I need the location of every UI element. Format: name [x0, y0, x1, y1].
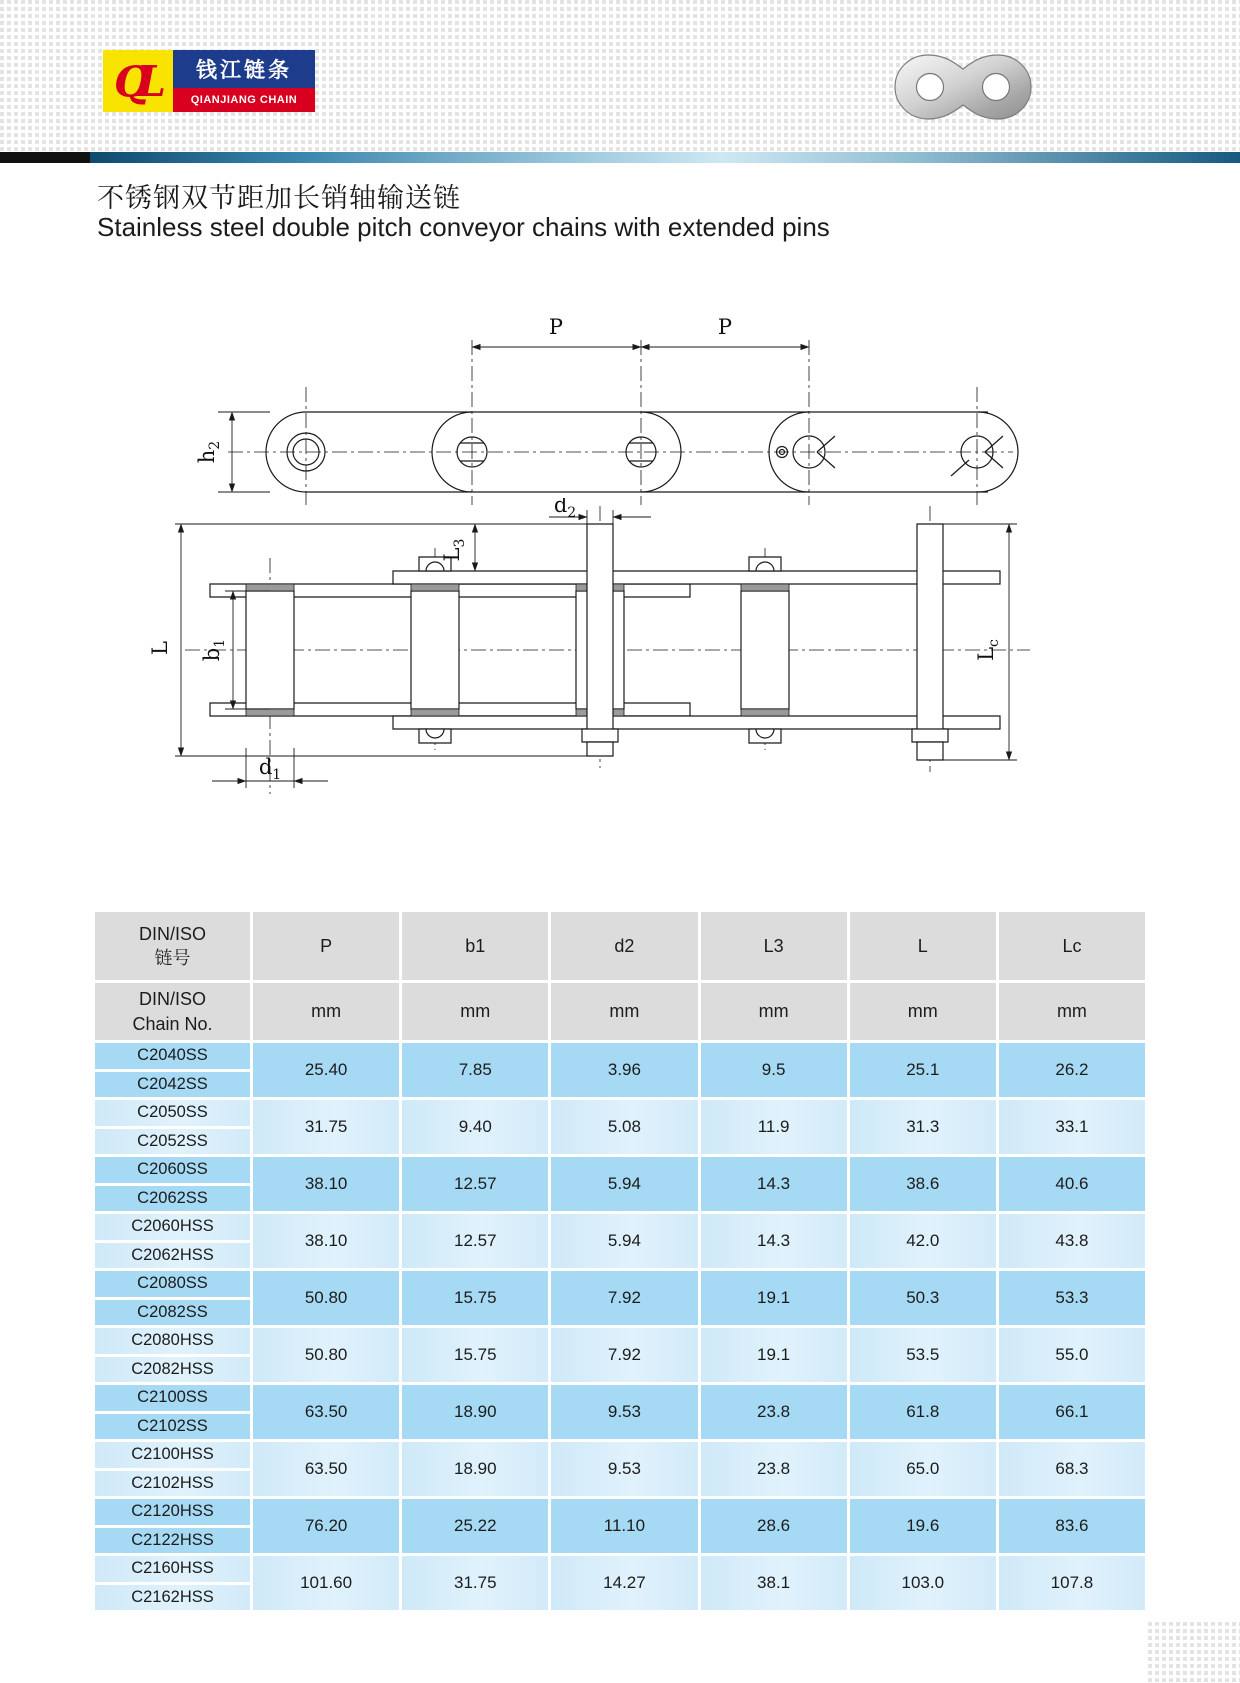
value-cell-b1: 18.90 [402, 1442, 548, 1496]
unit-cell: mm [402, 983, 548, 1040]
value-cell-b1: 15.75 [402, 1328, 548, 1382]
value-cell-L3: 28.6 [701, 1499, 847, 1553]
header-col-d2: d2 [551, 912, 697, 980]
value-cell-P: 38.10 [253, 1157, 399, 1211]
chain-no: C2040SS [95, 1043, 250, 1069]
separator-blue-gradient [90, 152, 1240, 163]
chain-no-cell [95, 1271, 250, 1325]
dim-label-pitch-1: P [548, 315, 564, 339]
dim-label-d1: $d_1$ [258, 755, 282, 783]
chain-link-plate-image [888, 48, 1038, 126]
value-cell-Lc: 68.3 [999, 1442, 1145, 1496]
value-cell-L3: 14.3 [701, 1214, 847, 1268]
value-cell-d2: 7.92 [551, 1271, 697, 1325]
table-row [95, 1043, 1145, 1097]
value-cell-L: 53.5 [850, 1328, 996, 1382]
value-cell-d2: 7.92 [551, 1328, 697, 1382]
chain-no: C2060HSS [95, 1214, 250, 1240]
chain-no: C2162HSS [95, 1585, 250, 1611]
value-cell-L: 25.1 [850, 1043, 996, 1097]
table-row [95, 1271, 1145, 1325]
chain-no: C2080HSS [95, 1328, 250, 1354]
header-chain-no-line2: 链号 [154, 948, 191, 968]
value-cell-L3: 23.8 [701, 1385, 847, 1439]
value-cell-P: 63.50 [253, 1442, 399, 1496]
dim-label-b1: $b_1$ [200, 638, 228, 662]
cotter-pin [777, 436, 1004, 476]
dim-label-h2: $h_2$ [195, 440, 223, 464]
header-col-L: L [850, 912, 996, 980]
value-cell-b1: 31.75 [402, 1556, 548, 1610]
value-cell-b1: 12.57 [402, 1157, 548, 1211]
chain-no: C2082SS [95, 1300, 250, 1326]
value-cell-b1: 15.75 [402, 1271, 548, 1325]
value-cell-L3: 38.1 [701, 1556, 847, 1610]
chain-no: C2082HSS [95, 1357, 250, 1383]
header-col-Lc: Lc [999, 912, 1145, 980]
header-col-b1: b1 [402, 912, 548, 980]
table-row [95, 1556, 1145, 1610]
value-cell-L: 42.0 [850, 1214, 996, 1268]
chain-no: C2120HSS [95, 1499, 250, 1525]
table-body [95, 1043, 1145, 1610]
value-cell-Lc: 33.1 [999, 1100, 1145, 1154]
unit-cell: mm [253, 983, 399, 1040]
value-cell-Lc: 53.3 [999, 1271, 1145, 1325]
page-title-cn: 不锈钢双节距加长销轴输送链 [97, 183, 461, 213]
value-cell-P: 63.50 [253, 1385, 399, 1439]
dim-label-Lc: $L_c$ [974, 639, 1002, 661]
header-chain-no [95, 912, 250, 980]
value-cell-P: 25.40 [253, 1043, 399, 1097]
header-col-L3: L3 [701, 912, 847, 980]
value-cell-Lc: 83.6 [999, 1499, 1145, 1553]
value-cell-Lc: 43.8 [999, 1214, 1145, 1268]
value-cell-L: 50.3 [850, 1271, 996, 1325]
chain-no-cell [95, 1214, 250, 1268]
table-row [95, 1328, 1145, 1382]
value-cell-P: 31.75 [253, 1100, 399, 1154]
chain-no: C2062HSS [95, 1243, 250, 1269]
value-cell-L3: 19.1 [701, 1271, 847, 1325]
chain-no-cell [95, 1556, 250, 1610]
value-cell-L: 31.3 [850, 1100, 996, 1154]
value-cell-L3: 11.9 [701, 1100, 847, 1154]
value-cell-d2: 5.94 [551, 1157, 697, 1211]
header-chain-no-en [95, 983, 250, 1040]
value-cell-L3: 19.1 [701, 1328, 847, 1382]
table-row [95, 1385, 1145, 1439]
bushing-pin [457, 437, 656, 467]
plan-view-diagram [145, 498, 1055, 798]
value-cell-Lc: 26.2 [999, 1043, 1145, 1097]
table-row [95, 1499, 1145, 1553]
company-logo [103, 50, 315, 112]
value-cell-P: 50.80 [253, 1271, 399, 1325]
value-cell-b1: 18.90 [402, 1385, 548, 1439]
value-cell-L: 103.0 [850, 1556, 996, 1610]
value-cell-L3: 23.8 [701, 1442, 847, 1496]
value-cell-L: 65.0 [850, 1442, 996, 1496]
header-chain-no-line1: DIN/ISO [138, 923, 206, 944]
value-cell-Lc: 55.0 [999, 1328, 1145, 1382]
table-row [95, 1100, 1145, 1154]
value-cell-d2: 3.96 [551, 1043, 697, 1097]
table-header-row-2 [95, 983, 1145, 1040]
chain-no-cell [95, 1157, 250, 1211]
chain-no: C2102HSS [95, 1471, 250, 1497]
chain-no: C2122HSS [95, 1528, 250, 1554]
logo-monogram-icon: QL [103, 50, 173, 112]
value-cell-P: 76.20 [253, 1499, 399, 1553]
chain-no-cell [95, 1442, 250, 1496]
header-chain-no-en-line1: DIN/ISO [138, 989, 206, 1010]
value-cell-d2: 5.08 [551, 1100, 697, 1154]
chain-no: C2042SS [95, 1072, 250, 1098]
unit-cell: mm [850, 983, 996, 1040]
dim-label-L: L [148, 641, 172, 655]
table-row [95, 1442, 1145, 1496]
page-title-en: Stainless steel double pitch conveyor chains with extended pins [97, 212, 830, 242]
chain-no-cell [95, 1328, 250, 1382]
value-cell-d2: 5.94 [551, 1214, 697, 1268]
logo-name-cn: 钱江链条 [173, 50, 315, 88]
table-header-row-1 [95, 912, 1145, 980]
dim-label-d2: $d_2$ [553, 498, 577, 521]
value-cell-Lc: 66.1 [999, 1385, 1145, 1439]
chain-no: C2050SS [95, 1100, 250, 1126]
value-cell-d2: 11.10 [551, 1499, 697, 1553]
chain-no: C2100SS [95, 1385, 250, 1411]
logo-name-en: QIANJIANG CHAIN [173, 88, 315, 112]
unit-cell: mm [999, 983, 1145, 1040]
separator-bar [0, 152, 1240, 163]
unit-cell: mm [551, 983, 697, 1040]
value-cell-P: 101.60 [253, 1556, 399, 1610]
value-cell-d2: 14.27 [551, 1556, 697, 1610]
header-col-P: P [253, 912, 399, 980]
dim-label-L3: $L_3$ [440, 538, 468, 562]
chain-no-cell [95, 1499, 250, 1553]
chain-no-cell [95, 1385, 250, 1439]
chain-no: C2102SS [95, 1414, 250, 1440]
header-chain-no-en-line2: Chain No. [132, 1013, 213, 1034]
value-cell-d2: 9.53 [551, 1385, 697, 1439]
side-view-diagram [168, 292, 1028, 507]
dim-label-pitch-2: P [717, 315, 733, 339]
chain-no: C2052SS [95, 1129, 250, 1155]
separator-black-segment [0, 152, 90, 163]
table-row [95, 1214, 1145, 1268]
chain-no: C2060SS [95, 1157, 250, 1183]
value-cell-b1: 9.40 [402, 1100, 548, 1154]
chain-no: C2100HSS [95, 1442, 250, 1468]
value-cell-b1: 12.57 [402, 1214, 548, 1268]
value-cell-d2: 9.53 [551, 1442, 697, 1496]
value-cell-b1: 7.85 [402, 1043, 548, 1097]
value-cell-P: 38.10 [253, 1214, 399, 1268]
spec-table [95, 912, 1145, 1613]
chain-no: C2062SS [95, 1186, 250, 1212]
corner-dotted-patch [1148, 1622, 1240, 1683]
value-cell-L3: 9.5 [701, 1043, 847, 1097]
value-cell-Lc: 40.6 [999, 1157, 1145, 1211]
value-cell-L3: 14.3 [701, 1157, 847, 1211]
value-cell-L: 38.6 [850, 1157, 996, 1211]
value-cell-P: 50.80 [253, 1328, 399, 1382]
chain-no: C2160HSS [95, 1556, 250, 1582]
value-cell-Lc: 107.8 [999, 1556, 1145, 1610]
unit-cell: mm [701, 983, 847, 1040]
value-cell-L: 61.8 [850, 1385, 996, 1439]
table-row [95, 1157, 1145, 1211]
value-cell-b1: 25.22 [402, 1499, 548, 1553]
chain-no-cell [95, 1043, 250, 1097]
value-cell-L: 19.6 [850, 1499, 996, 1553]
chain-no: C2080SS [95, 1271, 250, 1297]
chain-no-cell [95, 1100, 250, 1154]
logo-text-block [173, 50, 315, 112]
